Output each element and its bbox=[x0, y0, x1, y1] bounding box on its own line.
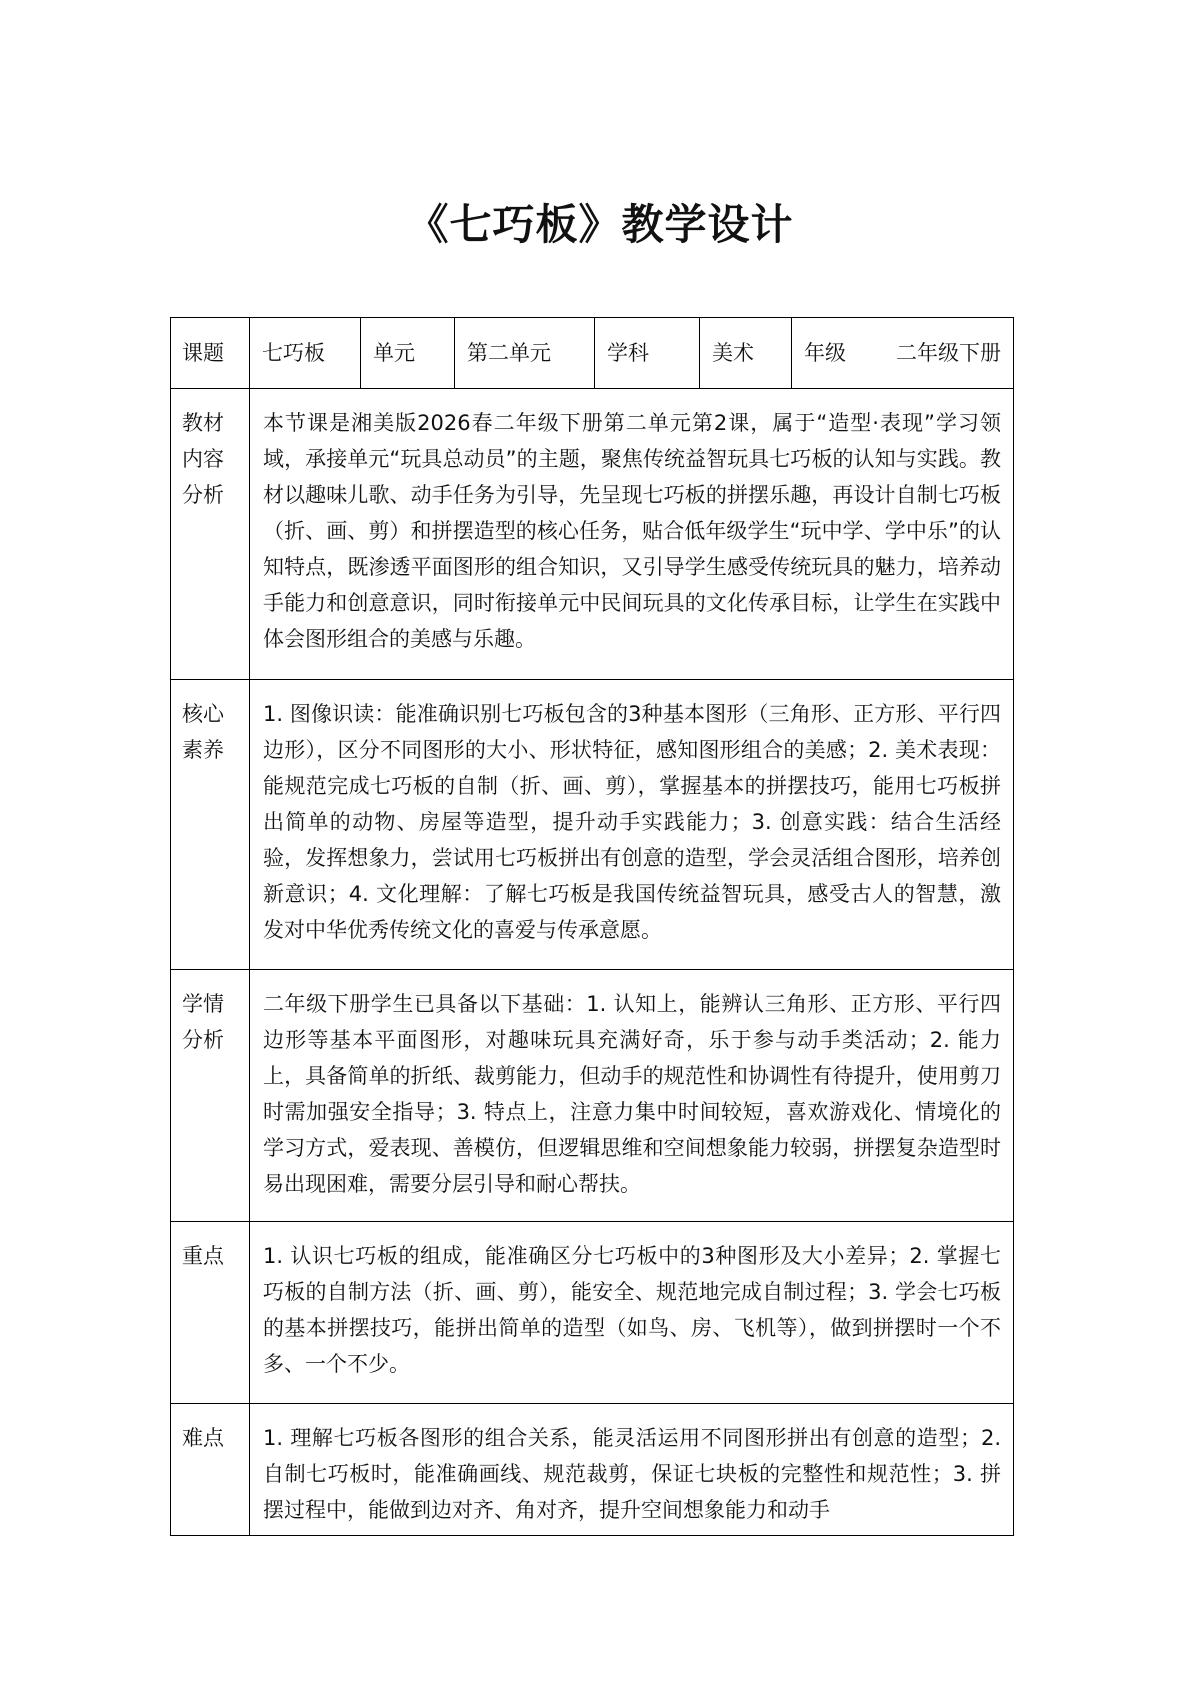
topic-label: 课题 bbox=[182, 341, 224, 365]
section-text: 1. 认识七巧板的组成，能准确区分七巧板中的3种图形及大小差异；2. 掌握七巧板的自制方法（折、画、剪），能安全、规范地完成自制过程；3. 学会七巧板的基本拼摆技巧，能拼出简单的造型（如鸟、房、飞机等），做到拼摆时一个不多、一个不少。 bbox=[263, 1244, 1001, 1376]
subject-value: 美术 bbox=[712, 341, 754, 365]
section-text: 二年级下册学生已具备以下基础：1. 认知上，能辨认三角形、正方形、平行四边形等基本平面图形，对趣味玩具充满好奇，乐于参与动手类活动；2. 能力上，具备简单的折纸、裁剪能力，但动手的规范性和协调性有待提升，使用剪刀时需加强安全指导；3. 特点上，注意力集中时间较短，喜欢游戏化、情境化的学习方式，爱表现、善模仿，但逻辑思维和空间想象能力较弱，拼摆复杂造型时易出现困难，需要分层引导和耐心帮扶。 bbox=[263, 992, 1001, 1196]
section-text: 本节课是湘美版2026春二年级下册第二单元第2课，属于“造型·表现”学习领域，承接单元“玩具总动员”的主题，聚焦传统益智玩具七巧板的认知与实践。教材以趣味儿歌、动手任务为引导，先呈现七巧板的拼摆乐趣，再设计自制七巧板（折、画、剪）和拼摆造型的核心任务，贴合低年级学生“玩中学、学中乐”的认知特点，既渗透平面图形的组合知识，又引导学生感受传统玩具的魅力，培养动手能力和创意意识，同时衔接单元中民间玩具的文化传承目标，让学生在实践中体会图形组合的美感与乐趣。 bbox=[263, 411, 1001, 651]
section-label-cell bbox=[171, 389, 250, 680]
unit-label: 单元 bbox=[373, 341, 415, 365]
section-text-clip bbox=[250, 1404, 1013, 1532]
section-label-cell bbox=[171, 1222, 250, 1404]
topic-label-cell bbox=[171, 318, 250, 389]
section-label: 核心素养 bbox=[182, 702, 224, 762]
topic-value: 七巧板 bbox=[262, 341, 325, 365]
subject-value-cell bbox=[700, 318, 792, 389]
section-label-cell bbox=[171, 970, 250, 1222]
section-label: 学情分析 bbox=[182, 992, 224, 1052]
subject-label: 学科 bbox=[607, 341, 649, 365]
section-body-cell bbox=[250, 1222, 1014, 1404]
section-text: 1. 理解七巧板各图形的组合关系，能灵活运用不同图形拼出有创意的造型；2. 自制七巧板时，能准确画线、规范裁剪，保证七块板的完整性和规范性；3. 拼摆过程中，能做到边对齐、角对齐，提升空间想象能力和动手 bbox=[263, 1426, 1001, 1522]
section-label-cell bbox=[171, 680, 250, 970]
grade-value: 二年级下册 bbox=[896, 341, 1001, 365]
section-label: 重点 bbox=[182, 1244, 224, 1268]
section-body-cell bbox=[250, 1404, 1014, 1536]
subject-label-cell bbox=[595, 318, 700, 389]
section-text: 1. 图像识读：能准确识别七巧板包含的3种基本图形（三角形、正方形、平行四边形），区分不同图形的大小、形状特征，感知图形组合的美感；2. 美术表现：能规范完成七巧板的自制（折、画、剪），掌握基本的拼摆技巧，能用七巧板拼出简单的动物、房屋等造型，提升动手实践能力；3. 创意实践：结合生活经验，发挥想象力，尝试用七巧板拼出有创意的造型，学会灵活组合图形，培养创新意识；4. 文化理解：了解七巧板是我国传统益智玩具，感受古人的智慧，激发对中华优秀传统文化的喜爱与传承意愿。 bbox=[263, 702, 1001, 942]
grade-pair bbox=[792, 318, 1013, 371]
unit-value: 第二单元 bbox=[467, 341, 551, 365]
header-row bbox=[171, 318, 1014, 389]
section-row-material-analysis bbox=[171, 389, 1014, 680]
section-body-cell bbox=[250, 680, 1014, 970]
lesson-plan-table bbox=[170, 317, 1014, 1536]
unit-value-cell bbox=[455, 318, 595, 389]
section-label-cell bbox=[171, 1404, 250, 1536]
grade-label: 年级 bbox=[804, 341, 846, 365]
section-label: 难点 bbox=[182, 1426, 224, 1450]
section-label: 教材内容分析 bbox=[182, 411, 224, 507]
unit-label-cell bbox=[361, 318, 455, 389]
section-row-difficulties bbox=[171, 1404, 1014, 1536]
section-row-student-analysis bbox=[171, 970, 1014, 1222]
section-row-key-points bbox=[171, 1222, 1014, 1404]
section-row-core-literacy bbox=[171, 680, 1014, 970]
section-body-cell bbox=[250, 389, 1014, 680]
section-body-cell bbox=[250, 970, 1014, 1222]
grade-cell bbox=[792, 318, 1014, 389]
topic-value-cell bbox=[250, 318, 361, 389]
document-title: 《七巧板》教学设计 bbox=[406, 200, 794, 249]
